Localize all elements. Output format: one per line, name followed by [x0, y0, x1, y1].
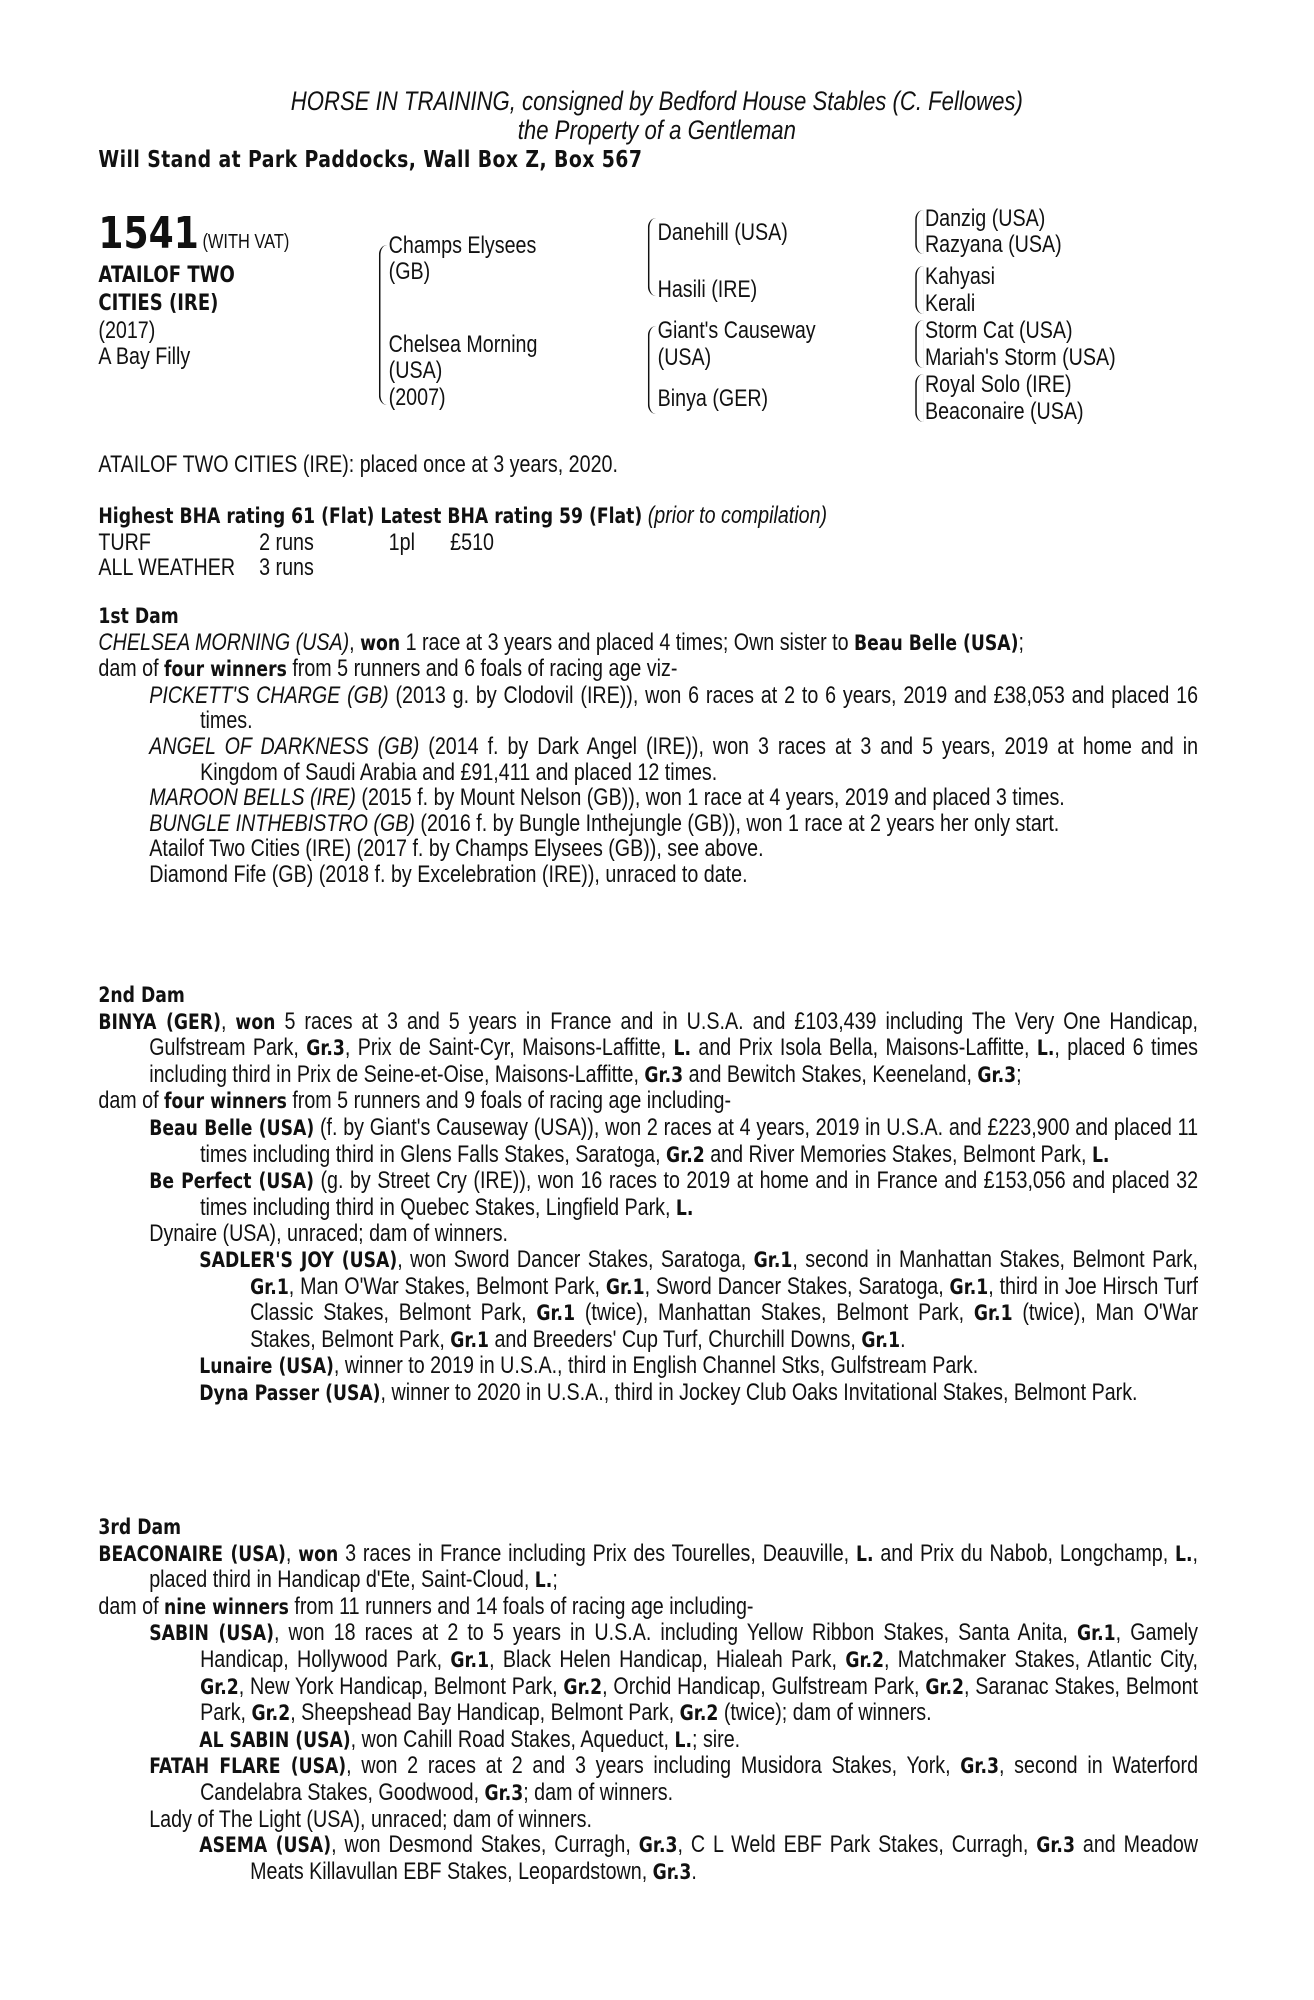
bold-text: BEACONAIRE (USA)	[98, 1541, 286, 1566]
text: ;	[1018, 628, 1024, 656]
pedigree-paragraph	[98, 656, 1198, 683]
text: , won Cahill Road Stakes, Aqueduct,	[350, 1725, 675, 1753]
pedigree-paragraph	[98, 1594, 1198, 1621]
gen3-ancestor: Danzig (USA)	[924, 205, 1046, 232]
text: , New York Handicap, Belmont Park,	[238, 1672, 564, 1700]
text: and Bewitch Stakes, Keeneland,	[683, 1060, 978, 1088]
bold-text: won	[235, 1009, 276, 1034]
italic-text: ANGEL OF DARKNESS (GB)	[149, 732, 420, 760]
text: , winner to 2020 in U.S.A., third in Jockey Club Oaks Invitational Stakes, Belmont Park.	[380, 1378, 1138, 1406]
bold-text: L.	[674, 1727, 693, 1752]
stand-location: Will Stand at Park Paddocks, Wall Box Z, Box 567	[98, 147, 643, 173]
bold-text: Gr.3	[484, 1780, 524, 1805]
bold-text: Beau Belle (USA)	[854, 630, 1019, 655]
section-title: 1st Dam	[98, 604, 179, 628]
pedigree-paragraph	[98, 630, 1198, 657]
bold-text: ASEMA (USA)	[199, 1833, 332, 1858]
ratings-note: (prior to compilation)	[647, 502, 828, 529]
text: , Matchmaker Stakes, Atlantic City,	[884, 1645, 1199, 1673]
bold-text: Gr.1	[250, 1274, 289, 1299]
gen3-ancestor: Beaconaire (USA)	[924, 398, 1084, 425]
section-title: 3rd Dam	[98, 1515, 182, 1539]
granddam-maternal: Binya (GER)	[657, 385, 769, 412]
pedigree-paragraph	[98, 1168, 1198, 1221]
text: (2013 g. by Clodovil (IRE)), won 6 races at 2 to 6 years, 2019 and £38,053 and placed 16 times.	[200, 681, 1199, 735]
text: and River Memories Stakes, Belmont Park,	[704, 1140, 1092, 1168]
bold-text: L.	[673, 1036, 692, 1061]
bold-text: Gr.1	[605, 1274, 645, 1299]
text: ; dam of winners.	[523, 1778, 674, 1806]
placed: 1pl	[388, 528, 415, 556]
pedigree-brace	[379, 245, 387, 405]
text: , Sheepshead Bay Handicap, Belmont Park,	[290, 1699, 680, 1727]
text: from 5 runners and 6 foals of racing age viz-	[286, 655, 678, 683]
bold-text: four winners	[164, 1089, 287, 1114]
bold-text: Gr.3	[638, 1833, 678, 1858]
text: dam of	[98, 655, 165, 683]
text: Diamond Fife (GB) (2018 f. by Excelebration (IRE)), unraced to date.	[149, 860, 748, 888]
text: , third in Joe Hirsch Turf Classic Stakes, Belmont Park,	[250, 1272, 1199, 1327]
text: and Breeders' Cup Turf, Churchill Downs,	[488, 1325, 862, 1353]
pedigree-brace	[915, 210, 923, 254]
text: ;	[1016, 1060, 1022, 1088]
text: , won Desmond Stakes, Curragh,	[331, 1831, 639, 1859]
text: , Prix de Saint-Cyr, Maisons-Laffitte,	[344, 1034, 674, 1062]
bold-text: Gr.1	[753, 1247, 793, 1272]
text: (g. by Street Cry (IRE)), won 16 races to 2019 at home and in France and £153,056 and placed 32 times including third in Quebec Stakes, Lingfield Park,	[200, 1167, 1199, 1221]
gen3-ancestor: Mariah's Storm (USA)	[924, 344, 1116, 371]
gen3-ancestor: Royal Solo (IRE)	[924, 371, 1072, 398]
bold-text: Gr.3	[977, 1062, 1017, 1087]
text: and Prix Isola Bella, Maisons-Laffitte,	[691, 1034, 1037, 1062]
bold-text: Gr.2	[925, 1674, 965, 1699]
text: dam of	[98, 1087, 165, 1115]
bold-text: L.	[675, 1195, 694, 1220]
text: ; sire.	[692, 1725, 741, 1753]
horse-name-line2: CITIES (IRE)	[98, 291, 219, 316]
pedigree-paragraph	[98, 1353, 1198, 1380]
pedigree-paragraph	[98, 1115, 1198, 1168]
pedigree-paragraph	[98, 1753, 1198, 1806]
granddam-paternal: Hasili (IRE)	[657, 276, 758, 303]
text: , second in Manhattan Stakes, Belmont Park,	[792, 1245, 1199, 1273]
sire-country: (GB)	[388, 258, 431, 285]
bold-text: won	[360, 630, 401, 655]
text: (twice), Man O'War Stakes, Belmont Park,	[250, 1299, 1199, 1353]
text: , placed 6 times including third in Prix de Seine-et-Oise, Maisons-Laffitte,	[149, 1034, 1199, 1088]
bold-text: Gr.2	[251, 1701, 291, 1726]
pedigree-paragraph	[98, 811, 1198, 837]
surface: TURF	[98, 528, 151, 556]
text: ,	[349, 628, 361, 656]
pedigree-paragraph	[98, 862, 1198, 888]
text: Dynaire (USA), unraced; dam of winners.	[149, 1220, 509, 1248]
text: , Saranac Stakes, Belmont Park,	[200, 1672, 1199, 1727]
pedigree-paragraph	[98, 683, 1198, 734]
text: , Black Helen Handicap, Hialeah Park,	[489, 1645, 846, 1673]
lot-number: 1541	[98, 208, 199, 259]
bold-text: Gr.2	[679, 1701, 719, 1726]
text: Atailof Two Cities (IRE) (2017 f. by Champs Elysees (GB)), see above.	[149, 835, 764, 863]
bold-text: BINYA (GER)	[98, 1009, 221, 1034]
text: (twice); dam of winners.	[718, 1699, 932, 1727]
pedigree-paragraph	[98, 1807, 1198, 1833]
bold-text: Gr.1	[949, 1274, 989, 1299]
bold-text: Gr.1	[450, 1647, 490, 1672]
first-dam-section	[98, 604, 1198, 888]
text: , placed third in Handicap d'Ete, Saint-Cloud,	[149, 1539, 1199, 1594]
bold-text: Gr.2	[666, 1142, 705, 1167]
lot-heading	[98, 208, 289, 259]
bold-text: Gr.3	[652, 1859, 692, 1884]
gen3-ancestor: Kahyasi	[924, 263, 995, 290]
text: .	[900, 1325, 906, 1353]
bold-text: FATAH FLARE (USA)	[149, 1754, 347, 1779]
text: dam of	[98, 1592, 165, 1620]
runs: 3 runs	[259, 554, 314, 582]
text: , Gamely Handicap, Hollywood Park,	[200, 1619, 1199, 1673]
horse-description: A Bay Filly	[98, 343, 191, 370]
text: from 5 runners and 9 foals of racing age including-	[286, 1087, 732, 1115]
bold-text: Gr.3	[644, 1062, 684, 1087]
pedigree-paragraph	[98, 1247, 1198, 1353]
grandsire-maternal: Giant's Causeway	[657, 317, 816, 344]
pedigree-paragraph	[98, 1221, 1198, 1247]
text: , winner to 2019 in U.S.A., third in English Channel Stks, Gulfstream Park.	[333, 1352, 979, 1380]
pedigree-brace	[915, 374, 923, 422]
text: , C L Weld EBF Park Stakes, Curragh,	[677, 1831, 1037, 1859]
text: and Prix du Nabob, Longchamp,	[873, 1539, 1176, 1567]
bold-text: four winners	[164, 657, 287, 682]
second-dam-section	[98, 983, 1198, 1407]
pedigree-paragraph	[98, 734, 1198, 785]
text: ,	[220, 1007, 236, 1035]
section-title: 2nd Dam	[98, 983, 185, 1007]
gen3-ancestor: Razyana (USA)	[924, 231, 1062, 258]
sire-name: Champs Elysees	[388, 232, 537, 259]
pedigree-paragraph	[98, 1380, 1198, 1407]
text: Lady of The Light (USA), unraced; dam of winners.	[149, 1805, 592, 1833]
pedigree-brace	[915, 320, 923, 368]
horse-name-line1: ATAILOF TWO	[98, 263, 235, 288]
text: (f. by Giant's Causeway (USA)), won 2 races at 4 years, 2019 in U.S.A. and £223,900 and placed 11 times including third in Glens Falls Stakes, Saratoga,	[200, 1113, 1199, 1168]
third-dam-section	[98, 1515, 1198, 1885]
italic-text: CHELSEA MORNING (USA)	[98, 628, 350, 656]
bold-text: AL SABIN (USA)	[199, 1727, 351, 1752]
ratings-block	[98, 503, 1198, 581]
bold-text: L.	[1036, 1036, 1055, 1061]
text: (2016 f. by Bungle Inthejungle (GB)), won 1 race at 2 years her only start.	[414, 809, 1060, 837]
text: (2014 f. by Dark Angel (IRE)), won 3 races at 3 and 5 years, 2019 at home and in Kingdom of Saudi Arabia and £91,411 and placed 12 times.	[200, 732, 1199, 786]
text: , Sword Dancer Stakes, Saratoga,	[644, 1272, 950, 1300]
text: from 11 runners and 14 foals of racing age including-	[288, 1592, 754, 1620]
text: (twice), Manhattan Stakes, Belmont Park,	[575, 1299, 974, 1327]
race-summary: ATAILOF TWO CITIES (IRE): placed once at 3 years, 2020.	[98, 451, 618, 478]
bold-text: won	[298, 1541, 339, 1566]
text: ,	[285, 1539, 299, 1567]
record-row-all-weather	[98, 555, 1198, 581]
property-heading: the Property of a Gentleman	[517, 115, 796, 145]
italic-text: BUNGLE INTHEBISTRO (GB)	[149, 809, 415, 837]
text: 1 race at 3 years and placed 4 times; Own sister to	[400, 628, 855, 656]
bold-text: Gr.1	[861, 1327, 901, 1352]
pedigree-paragraph	[98, 1088, 1198, 1115]
bold-text: Beau Belle (USA)	[149, 1115, 315, 1140]
italic-text: PICKETT'S CHARGE (GB)	[149, 681, 389, 709]
prize-money: £510	[450, 528, 494, 556]
pedigree-paragraph	[98, 836, 1198, 862]
bold-text: nine winners	[164, 1594, 289, 1619]
text: , Man O'War Stakes, Belmont Park,	[288, 1272, 606, 1300]
gen3-ancestor: Kerali	[924, 290, 976, 317]
text: 3 races in France including Prix des Tourelles, Deauville,	[338, 1539, 856, 1567]
bold-text: Lunaire (USA)	[199, 1354, 334, 1379]
bha-ratings: Highest BHA rating 61 (Flat) Latest BHA rating 59 (Flat)	[98, 504, 643, 528]
surface: ALL WEATHER	[98, 554, 236, 582]
pedigree-brace	[648, 326, 656, 414]
foaling-year: (2017)	[98, 317, 156, 344]
text: .	[691, 1857, 697, 1885]
text: , won 18 races at 2 to 5 years in U.S.A. including Yellow Ribbon Stakes, Santa Anita,	[273, 1619, 1077, 1647]
text: ;	[552, 1566, 558, 1594]
pedigree-paragraph	[98, 1832, 1198, 1885]
pedigree-brace	[648, 218, 656, 296]
runs: 2 runs	[259, 528, 314, 556]
text: , won Sword Dancer Stakes, Saratoga,	[397, 1245, 754, 1273]
bold-text: Gr.3	[960, 1754, 999, 1779]
bold-text: Gr.1	[536, 1301, 576, 1326]
pedigree-paragraph	[98, 1541, 1198, 1594]
dam-name: Chelsea Morning	[388, 331, 538, 358]
bold-text: L.	[1175, 1541, 1193, 1566]
bold-text: SABIN (USA)	[149, 1621, 274, 1646]
grandsire-maternal-country: (USA)	[657, 344, 712, 371]
dam-year: (2007)	[388, 384, 446, 411]
bold-text: Gr.2	[845, 1647, 885, 1672]
bold-text: SADLER'S JOY (USA)	[199, 1247, 398, 1272]
italic-text: MAROON BELLS (IRE)	[149, 784, 356, 812]
text: and Meadow Meats Killavullan EBF Stakes, Leopardstown,	[250, 1831, 1199, 1885]
record-row-turf	[98, 530, 1198, 556]
bold-text: L.	[855, 1541, 874, 1566]
pedigree-brace	[915, 266, 923, 314]
dam-country: (USA)	[388, 357, 443, 384]
text: , second in Waterford Candelabra Stakes, Goodwood,	[200, 1752, 1199, 1806]
bold-text: L.	[1091, 1142, 1110, 1167]
grandsire-paternal: Danehill (USA)	[657, 219, 788, 246]
bold-text: Be Perfect (USA)	[149, 1169, 314, 1194]
text: (2015 f. by Mount Nelson (GB)), won 1 race at 4 years, 2019 and placed 3 times.	[355, 784, 1065, 812]
bold-text: Dyna Passer (USA)	[199, 1380, 381, 1405]
pedigree-paragraph	[98, 785, 1198, 811]
text: , won 2 races at 2 and 3 years including Musidora Stakes, York,	[346, 1752, 961, 1780]
text: , Orchid Handicap, Gulfstream Park,	[602, 1672, 926, 1700]
bold-text: Gr.1	[450, 1327, 489, 1352]
bold-text: Gr.3	[1036, 1833, 1075, 1858]
consignor-heading: HORSE IN TRAINING, consigned by Bedford House Stables (C. Fellowes)	[290, 86, 1023, 116]
bold-text: Gr.1	[973, 1301, 1013, 1326]
bold-text: Gr.3	[306, 1036, 345, 1061]
bold-text: Gr.1	[1076, 1621, 1116, 1646]
pedigree-paragraph	[98, 1727, 1198, 1754]
pedigree-paragraph	[98, 1009, 1198, 1089]
gen3-ancestor: Storm Cat (USA)	[924, 317, 1073, 344]
bold-text: Gr.2	[563, 1674, 603, 1699]
bold-text: Gr.2	[200, 1674, 239, 1699]
pedigree-paragraph	[98, 1620, 1198, 1726]
text: 5 races at 3 and 5 years in France and in U.S.A. and £103,439 including The Very One Handicap, Gulfstream Park,	[149, 1007, 1199, 1062]
bold-text: L.	[534, 1568, 553, 1593]
vat-note: (WITH VAT)	[202, 231, 290, 253]
